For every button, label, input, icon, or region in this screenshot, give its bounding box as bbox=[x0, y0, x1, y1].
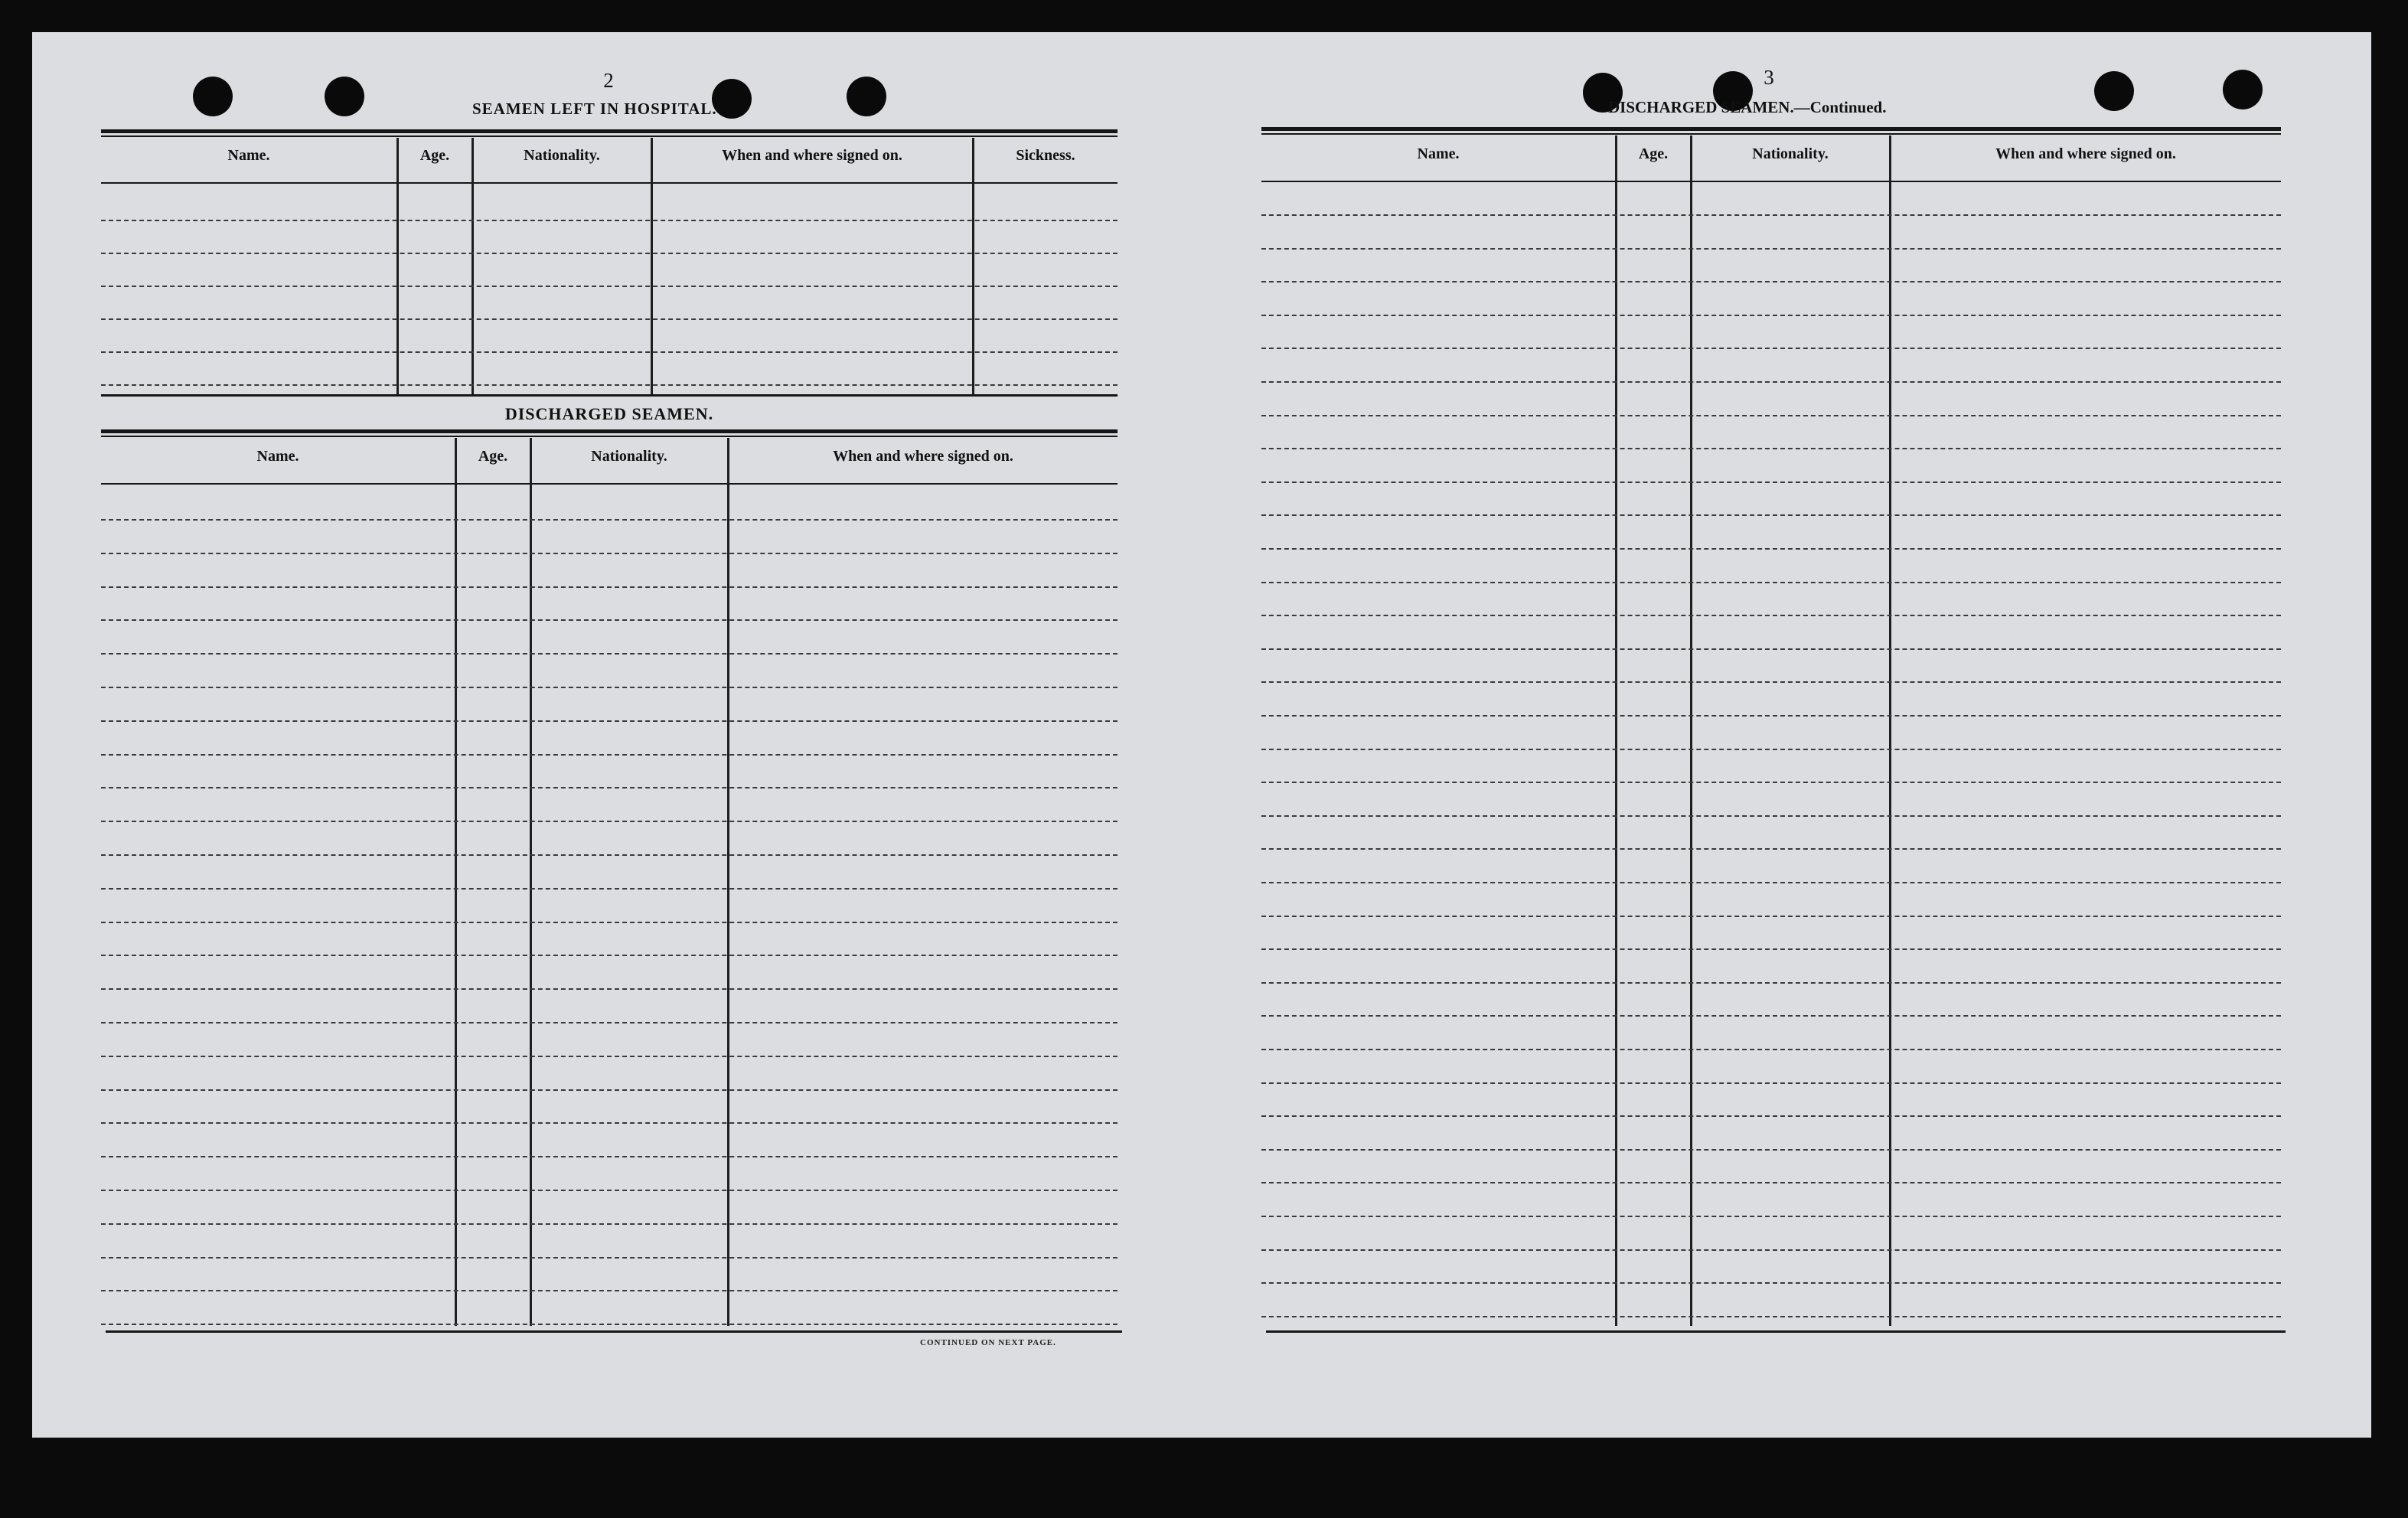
entry-line bbox=[1261, 749, 2281, 750]
hospital-entry-line bbox=[101, 220, 1118, 221]
discharged-col-divider bbox=[727, 438, 729, 1326]
hospital-col-divider bbox=[972, 138, 974, 394]
hospital-entry-line bbox=[101, 351, 1118, 353]
entry-line bbox=[1261, 1216, 2281, 1217]
discharged-col-divider bbox=[530, 438, 532, 1326]
discharged-bottom-rule bbox=[106, 1330, 1122, 1333]
hospital-col-name: Name. bbox=[227, 147, 270, 164]
entry-line bbox=[1261, 482, 2281, 483]
punch-hole bbox=[847, 77, 886, 116]
entry-line bbox=[101, 988, 1118, 990]
entry-line bbox=[101, 1056, 1118, 1057]
hospital-top-rule-thin bbox=[101, 135, 1118, 137]
entry-line bbox=[101, 787, 1118, 788]
continued-top-rule-thin bbox=[1261, 133, 2281, 135]
entry-line bbox=[1261, 715, 2281, 717]
continued-col-age: Age. bbox=[1638, 145, 1669, 162]
entry-line bbox=[1261, 315, 2281, 316]
discharged-top-rule-thin bbox=[101, 436, 1118, 437]
continued-header-rule bbox=[1261, 181, 2281, 182]
entry-line bbox=[1261, 1282, 2281, 1284]
page-number-left: 2 bbox=[603, 69, 614, 92]
hospital-col-divider bbox=[471, 138, 474, 394]
entry-line bbox=[1261, 281, 2281, 282]
entry-line bbox=[101, 1257, 1118, 1258]
hospital-entry-line bbox=[101, 286, 1118, 287]
continued-bottom-rule bbox=[1266, 1330, 2286, 1333]
entry-line bbox=[1261, 448, 2281, 449]
entry-line bbox=[101, 1122, 1118, 1124]
entry-line bbox=[101, 888, 1118, 890]
entry-line bbox=[101, 1089, 1118, 1091]
hospital-col-sickness: Sickness. bbox=[1016, 147, 1075, 164]
entry-line bbox=[101, 687, 1118, 688]
entry-line bbox=[1261, 1316, 2281, 1317]
discharged-col-nationality: Nationality. bbox=[591, 448, 667, 465]
entry-line bbox=[101, 754, 1118, 756]
discharged-col-name: Name. bbox=[256, 448, 299, 465]
hospital-col-age: Age. bbox=[419, 147, 450, 164]
entry-line bbox=[1261, 615, 2281, 616]
entry-line bbox=[101, 586, 1118, 588]
punch-hole bbox=[2223, 70, 2263, 109]
entry-line bbox=[1261, 1049, 2281, 1050]
punch-hole bbox=[193, 77, 233, 116]
continued-note: CONTINUED ON NEXT PAGE. bbox=[920, 1338, 1056, 1347]
discharged-col-signed-on: When and where signed on. bbox=[833, 448, 1013, 465]
continued-col-name: Name. bbox=[1417, 145, 1460, 162]
entry-line bbox=[1261, 1015, 2281, 1017]
entry-line bbox=[101, 1022, 1118, 1023]
discharged-continued-title: DISCHARGED SEAMEN.—Continued. bbox=[1608, 98, 1887, 116]
entry-line bbox=[101, 519, 1118, 521]
entry-line bbox=[1261, 815, 2281, 817]
entry-line bbox=[1261, 1249, 2281, 1251]
discharged-col-age: Age. bbox=[478, 448, 508, 465]
entry-line bbox=[101, 1190, 1118, 1191]
entry-line bbox=[101, 955, 1118, 956]
discharged-col-divider bbox=[455, 438, 457, 1326]
entry-line bbox=[101, 1223, 1118, 1225]
hospital-bottom-rule bbox=[101, 394, 1118, 397]
continued-top-rule bbox=[1261, 127, 2281, 131]
discharged-header-rule bbox=[101, 483, 1118, 485]
entry-line bbox=[1261, 1115, 2281, 1117]
entry-line bbox=[1261, 848, 2281, 850]
entry-line bbox=[101, 720, 1118, 722]
entry-line bbox=[1261, 415, 2281, 416]
entry-line bbox=[101, 1156, 1118, 1157]
entry-line bbox=[1261, 948, 2281, 950]
discharged-section-title: DISCHARGED SEAMEN. bbox=[504, 404, 714, 423]
hospital-top-rule bbox=[101, 129, 1118, 133]
entry-line bbox=[1261, 348, 2281, 349]
entry-line bbox=[1261, 1149, 2281, 1151]
punch-hole bbox=[712, 79, 752, 119]
hospital-entry-line bbox=[101, 384, 1118, 386]
entry-line bbox=[101, 553, 1118, 554]
entry-line bbox=[101, 1290, 1118, 1291]
entry-line bbox=[101, 821, 1118, 822]
entry-line bbox=[1261, 548, 2281, 550]
entry-line bbox=[1261, 681, 2281, 683]
entry-line bbox=[101, 653, 1118, 655]
entry-line bbox=[101, 1324, 1118, 1325]
entry-line bbox=[1261, 248, 2281, 250]
entry-line bbox=[1261, 381, 2281, 383]
hospital-header-rule bbox=[101, 182, 1118, 184]
entry-line bbox=[1261, 214, 2281, 216]
continued-col-nationality: Nationality. bbox=[1752, 145, 1829, 162]
entry-line bbox=[1261, 782, 2281, 783]
discharged-top-rule bbox=[101, 429, 1118, 433]
hospital-col-nationality: Nationality. bbox=[524, 147, 600, 164]
hospital-col-signed-on: When and where signed on. bbox=[722, 147, 902, 164]
hospital-section-title: SEAMEN LEFT IN HOSPITAL. bbox=[472, 100, 717, 118]
punch-hole bbox=[2094, 71, 2134, 111]
hospital-col-divider bbox=[651, 138, 653, 394]
continued-col-signed-on: When and where signed on. bbox=[1995, 145, 2176, 162]
punch-hole bbox=[325, 77, 364, 116]
entry-line bbox=[101, 854, 1118, 856]
hospital-entry-line bbox=[101, 253, 1118, 254]
entry-line bbox=[101, 619, 1118, 621]
entry-line bbox=[101, 922, 1118, 923]
entry-line bbox=[1261, 648, 2281, 650]
hospital-entry-line bbox=[101, 318, 1118, 320]
entry-line bbox=[1261, 582, 2281, 583]
entry-line bbox=[1261, 982, 2281, 984]
entry-line bbox=[1261, 514, 2281, 516]
ledger-sheet bbox=[32, 32, 2371, 1438]
page-number-right: 3 bbox=[1764, 66, 1774, 89]
hospital-col-divider bbox=[396, 138, 399, 394]
entry-line bbox=[1261, 916, 2281, 917]
entry-line bbox=[1261, 882, 2281, 883]
entry-line bbox=[1261, 1182, 2281, 1183]
entry-line bbox=[1261, 1082, 2281, 1084]
